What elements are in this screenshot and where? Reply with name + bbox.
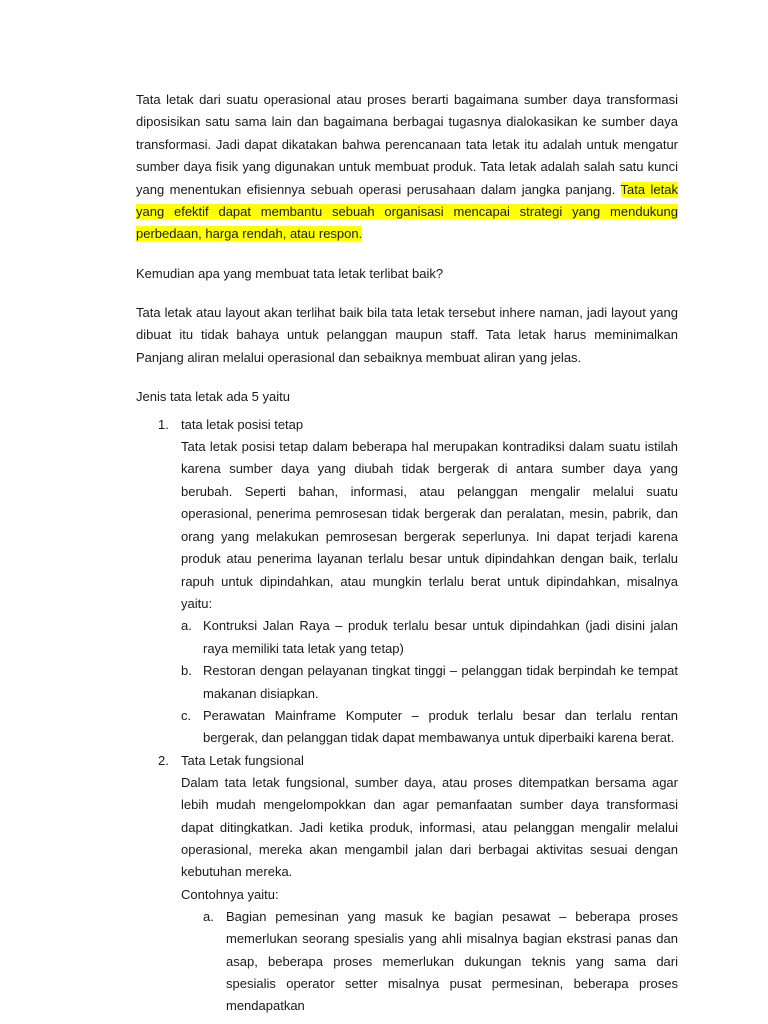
intro-highlighted-text: Tata letak yang efektif dapat membantu sebuah organisasi mencapai strategi yang mendukung perbedaan, harga rendah, atau respon. [136, 181, 678, 242]
sub-list-item [181, 660, 678, 705]
sub-list-letter: a. [181, 618, 192, 634]
list-item-2 [136, 750, 678, 1018]
list-item-title: Tata Letak fungsional [181, 752, 304, 768]
intro-paragraph [136, 89, 678, 246]
example-label: Contohnya yaitu: [181, 886, 279, 902]
intro-text: Tata letak dari suatu operasional atau proses berarti bagaimana sumber daya transformasi diposisikan satu sama lain dan bagaimana berbagai tugasnya dialokasikan ke sumber daya transformasi. Jadi dapat dikatakan bahwa perencanaan tata letak itu adalah untuk mengatur sumber daya fisik yang digunakan untuk membuat produk. Tata letak adalah salah satu kunci yang menentukan efisiennya sebuah operasi perusahaan dalam jangka panjang. [136, 92, 678, 197]
list-number: 1. [158, 417, 169, 433]
question-line: Kemudian apa yang membuat tata letak terlibat baik? [136, 265, 444, 281]
list-item-body: Dalam tata letak fungsional, sumber daya, atau proses ditempatkan bersama agar lebih mudah mengelompokkan dan agar pemanfaatan sumber daya transformasi dapat ditingkatkan. Jadi ketika produk, informasi, atau pelanggan mengalir melalui operasional, mereka akan mengambil jalan dari berbagai aktivitas sesuai dengan kebutuhan mereka. [181, 774, 678, 880]
sub-list-text: Perawatan Mainframe Komputer – produk terlalu besar dan terlalu rentan bergerak, dan pelanggan tidak dapat membawanya untuk diperbaiki karena berat. [203, 707, 678, 746]
sub-list-letter: c. [181, 707, 192, 723]
sub-list-item [181, 705, 678, 750]
sub-list-text: Restoran dengan pelayanan tingkat tinggi – pelanggan tidak berpindah ke tempat makanan disiapkan. [203, 663, 678, 701]
layout-types-list [136, 414, 678, 1018]
sub-list-text: Kontruksi Jalan Raya – produk terlalu besar untuk dipindahkan (jadi disini jalan raya memiliki tata letak yang tetap) [203, 618, 678, 656]
sub-list-letter: a. [203, 908, 214, 924]
types-intro-line: Jenis tata letak ada 5 yaitu [136, 389, 290, 405]
list-item-title: tata letak posisi tetap [181, 417, 304, 433]
sub-list-text: Bagian pemesinan yang masuk ke bagian pesawat – beberapa proses memerlukan seorang spesialis yang ahli misalnya bagian ekstrasi panas dan asap, beberapa proses memerlukan dukungan teknis yang sama dari spesialis operator setter misalnya pusat permesinan, beberapa proses mendapatkan [226, 908, 678, 1014]
list-item-body: Tata letak posisi tetap dalam beberapa hal merupakan kontradiksi dalam suatu istilah karena sumber daya yang diubah tidak bergerak di antara sumber daya yang berubah. Seperti bahan, informasi, atau pelanggan mengalir melalui suatu operasional, penerima pemrosesan tidak bergerak dan peralatan, mesin, pabrik, dan orang yang melakukan pemrosesan bergerak seperlunya. Ini dapat terjadi karena produk atau penerima layanan terlalu besar untuk dipindahkan dengan baik, terlalu rapuh untuk dipindahkan, atau mungkin terlalu berat untuk dipindahkan, misalnya yaitu: [181, 439, 678, 611]
sub-list-letter: b. [181, 663, 192, 679]
sub-list [181, 615, 678, 749]
layout-paragraph: Tata letak atau layout akan terlihat baik bila tata letak tersebut inhere naman, jadi layout yang dibuat itu tidak bahaya untuk pelanggan maupun staff. Tata letak harus meminimalkan Panjang aliran melalui operasional dan sebaiknya membuat aliran yang jelas. [136, 304, 678, 365]
sub-list-item [181, 615, 678, 660]
sub-list [181, 906, 678, 1018]
sub-list-item [181, 906, 678, 1018]
list-item-1 [136, 414, 678, 750]
list-number: 2. [158, 752, 169, 768]
